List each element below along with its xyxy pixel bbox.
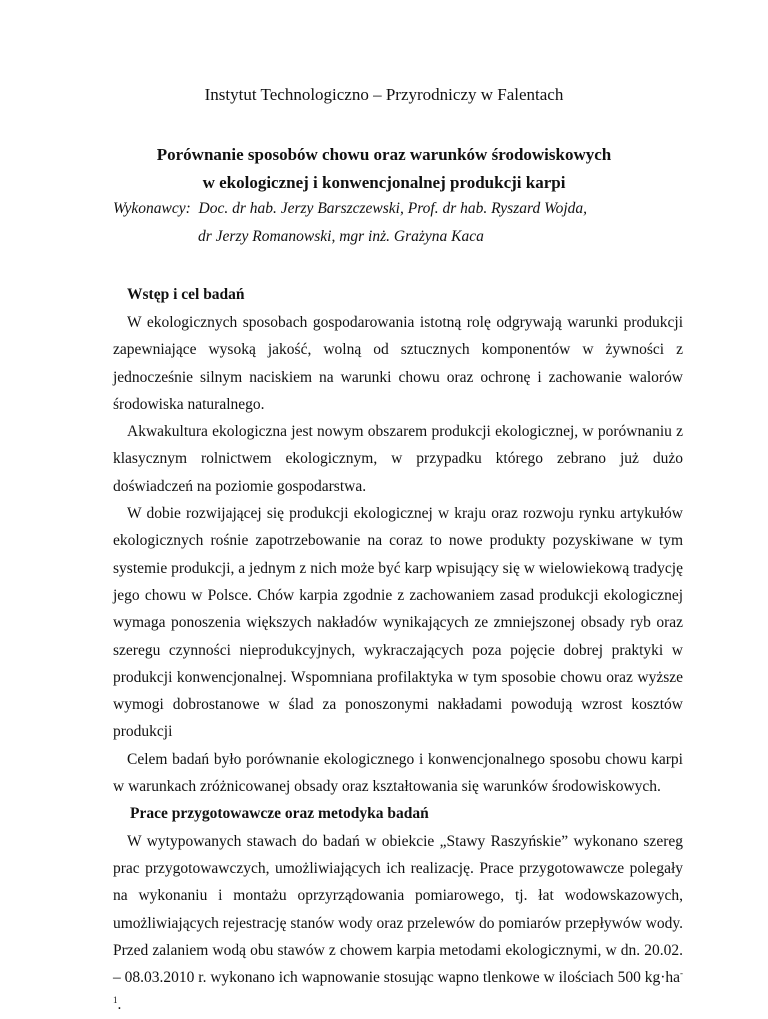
title-line-1: Porównanie sposobów chowu oraz warunków środowiskowych	[156, 145, 612, 164]
paragraph-2: Akwakultura ekologiczna jest nowym obszarem produkcji ekologicznej, w porównaniu z klasycznym rolnictwem ekologicznym, w przypadku którego zebrano już dużo doświadczeń na poziomie gospodarstwa.	[113, 423, 683, 495]
paragraph-4: Celem badań było porównanie ekologicznego i konwencjonalnego sposobu chowu karpi w warunkach zróżnicowanej obsady oraz kształtowania się warunków środowiskowych.	[113, 750, 683, 796]
document-body	[113, 283, 683, 1019]
paragraph-5-end: .	[117, 996, 122, 1014]
section-heading-intro: Wstęp i cel badań	[127, 286, 245, 303]
paragraph-3: W dobie rozwijającej się produkcji ekologicznej w kraju oraz rozwoju rynku artykułów ekologicznych rośnie zapotrzebowanie na coraz to nowe produkty pozyskiwane w tym systemie produkcji, a jednym z nich może być karp wpisujący się w wielowiekową tradycję jego chowu w Polsce. Chów karpia zgodnie z zachowaniem zasad produkcji ekologicznej wymaga ponoszenia większych nakładów wynikających ze zmniejszonej obsady ryb oraz szeregu czynności nieprodukcyjnych, wykraczających poza pojęcie dobrej praktyki w produkcji konwencjonalnej. Wspomniana profilaktyka w tym sposobie chowu oraz wyższe wymogi dobrostanowe w ślad za ponoszonymi nakładami powodują wzrost kosztów produkcji	[113, 505, 683, 741]
title-line-2: w ekologicznej i konwencjonalnej produkcji karpi	[202, 173, 566, 192]
paragraph-5	[113, 828, 683, 1019]
institute-name: Instytut Technologiczno – Przyrodniczy w Falentach	[204, 85, 564, 104]
unit-exponent: -1	[113, 967, 683, 1006]
authors-line-1: Wykonawcy: Doc. dr hab. Jerzy Barszczewski, Prof. dr hab. Ryszard Wojda,	[113, 200, 587, 217]
authors-line-2: dr Jerzy Romanowski, mgr inż. Grażyna Kaca	[198, 228, 484, 245]
paragraph-1: W ekologicznych sposobach gospodarowania istotną rolę odgrywają warunki produkcji zapewniające wysoką jakość, wolną od sztucznych komponentów w żywności z jednocześnie silnym naciskiem na warunki chowu oraz ochronę i zachowanie walorów środowiska naturalnego.	[113, 314, 683, 413]
section-heading-methods: Prace przygotowawcze oraz metodyka badań	[130, 805, 429, 823]
paragraph-5-text: W wytypowanych stawach do badań w obiekcie „Stawy Raszyńskie” wykonano szereg prac przygotowawczych, umożliwiających ich realizację. Prace przygotowawcze polegały na wykonaniu i montażu oprzyrządowania pomiarowego, tj. łat wodowskazowych, umożliwiających rejestrację stanów wody oraz przelewów do pomiarów przepływów wody. Przed zalaniem wodą obu stawów z chowem karpia metodami ekologicznymi, w dn. 20.02. – 08.03.2010 r. wykonano ich wapnowanie stosując wapno tlenkowe w ilościach 500 kg·ha	[113, 832, 683, 987]
